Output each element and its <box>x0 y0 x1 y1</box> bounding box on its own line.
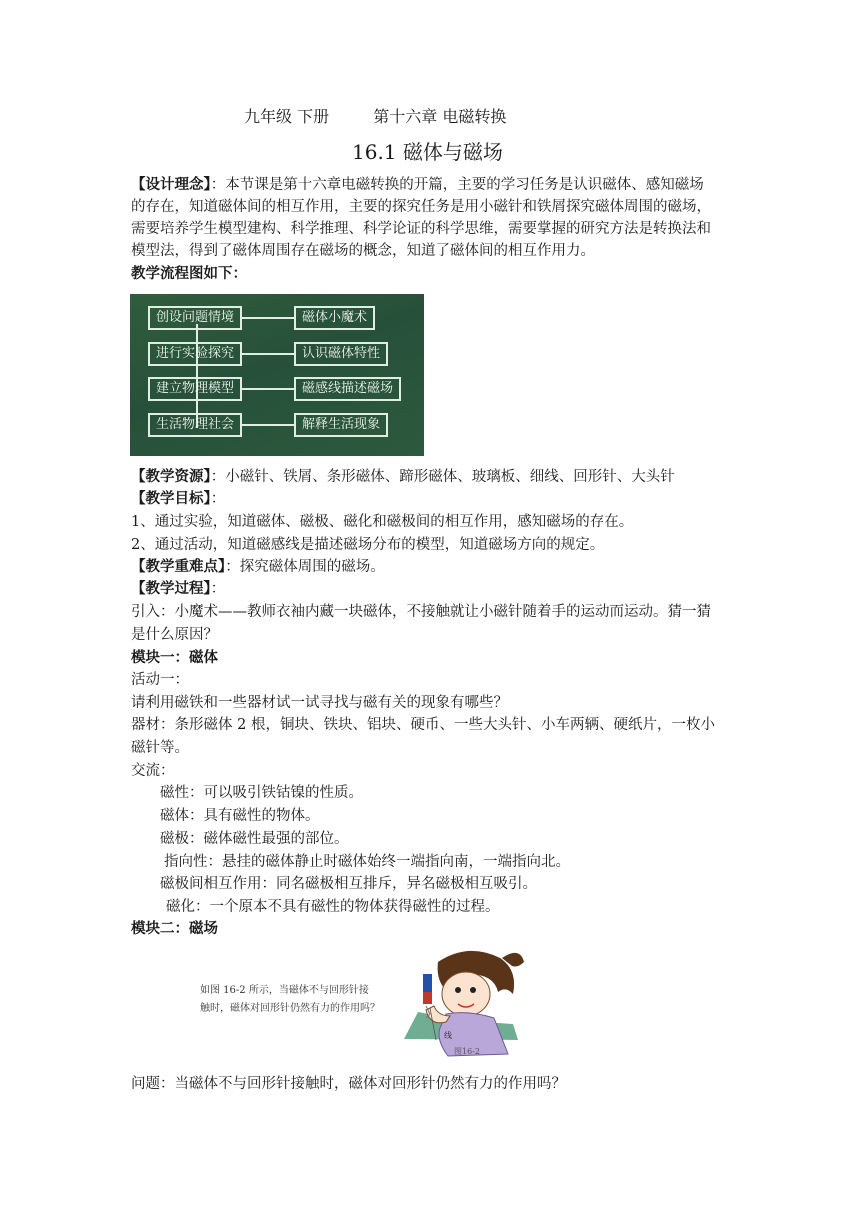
def-directivity: 指向性：悬挂的磁体静止时磁体始终一端指向南，一端指向北。 <box>164 854 570 870</box>
eye-left-shape <box>455 987 461 993</box>
module2-title: 模块二：磁场 <box>131 921 218 937</box>
goal-item-2: 2、通过活动，知道磁感线是描述磁场分布的模型，知道磁场方向的规定。 <box>131 537 605 553</box>
module1-title: 模块一：磁体 <box>131 650 218 666</box>
design-label: 【设计理念】 <box>131 177 211 193</box>
flow-left-1: 创设问题情境 <box>148 306 242 330</box>
def-magnet: 磁体：具有磁性的物体。 <box>160 808 320 824</box>
materials-line-2: 磁针等。 <box>131 740 189 756</box>
figure-16-2 <box>168 944 533 1064</box>
resources-line: 【教学资源】：小磁针、铁屑、条形磁体、蹄形磁体、玻璃板、细线、回形针、大头针 <box>131 469 675 485</box>
key-points-line: 【教学重难点】：探究磁体周围的磁场。 <box>131 559 385 575</box>
flow-right-3: 磁感线描述磁场 <box>294 377 401 401</box>
flow-right-1: 磁体小魔术 <box>294 306 375 330</box>
materials-line-1: 器材：条形磁体 2 根，铜块、铁块、铝块、硬币、一些大头针、小车两辆、硬纸片，一枚小 <box>131 717 715 733</box>
goal-item-1: 1、通过实验，知道磁体、磁极、磁化和磁极间的相互作用，感知磁场的存在。 <box>131 514 634 530</box>
flow-left-2: 进行实验探究 <box>148 342 242 366</box>
flow-right-2: 认识磁体特性 <box>294 342 388 366</box>
face-shape <box>442 972 490 1016</box>
flow-link-2 <box>242 353 294 355</box>
design-line-1: 【设计理念】：本节课是第十六章电磁转换的开篇，主要的学习任务是认识磁体、感知磁场 <box>131 177 704 193</box>
eye-right-shape <box>470 987 476 993</box>
flow-link-1 <box>242 317 294 319</box>
figure-text: 如图 16-2 所示，当磁体不与回形针接 触时，磁体对回形针仍然有力的作用吗？ <box>200 985 380 1014</box>
flow-heading: 教学流程图如下： <box>131 266 247 282</box>
design-line-2: 的存在，知道磁体间的相互作用，主要的探究任务是用小磁针和铁屑探究磁体周围的磁场， <box>131 199 711 215</box>
def-pole-interaction: 磁极间相互作用：同名磁极相互排斥，异名磁极相互吸引。 <box>160 876 537 892</box>
process-line: 【教学过程】： <box>131 581 226 597</box>
course-header <box>244 104 506 127</box>
activity-label: 活动一： <box>131 672 189 688</box>
figure-caption: 图16-2 <box>454 1047 480 1056</box>
magnet-red-end <box>423 992 432 1004</box>
goals-label-line: 【教学目标】： <box>131 491 226 507</box>
intro-line-1: 引入：小魔术——教师衣袖内藏一块磁体，不接触就让小磁针随着手的运动而运动。猜一猜 <box>131 604 711 620</box>
flow-right-4: 解释生活现象 <box>294 413 388 437</box>
activity-task: 请利用磁铁和一些器材试一试寻找与磁有关的现象有哪些？ <box>131 695 508 711</box>
flow-left-3: 建立物理模型 <box>148 377 242 401</box>
flow-left-4: 生活物理社会 <box>148 413 242 437</box>
design-line-4: 模型法，得到了磁体周围存在磁场的概念，知道了磁体间的相互作用力。 <box>131 243 595 259</box>
def-pole: 磁极：磁体磁性最强的部位。 <box>160 831 349 847</box>
design-line-3: 需要培养学生模型建构、科学推理、科学论证的科学思维，需要掌握的研究方法是转换法和 <box>131 221 711 237</box>
flow-link-4 <box>242 424 294 426</box>
lesson-title: 16.1 磁体与磁场 <box>352 140 503 164</box>
chapter-label: 第十六章 电磁转换 <box>373 107 507 126</box>
thread-label: 线 <box>444 1031 452 1040</box>
def-magnetization: 磁化：一个原本不具有磁性的物体获得磁性的过程。 <box>166 899 500 915</box>
module2-question: 问题：当磁体不与回形针接触时，磁体对回形针仍然有力的作用吗？ <box>131 1076 566 1092</box>
exchange-label: 交流： <box>131 763 175 779</box>
def-magnetism: 磁性：可以吸引铁钴镍的性质。 <box>160 785 363 801</box>
intro-line-2: 是什么原因？ <box>131 627 218 643</box>
grade-label: 九年级 下册 <box>244 107 330 126</box>
flow-link-3 <box>242 388 294 390</box>
flowchart-board <box>130 294 424 456</box>
